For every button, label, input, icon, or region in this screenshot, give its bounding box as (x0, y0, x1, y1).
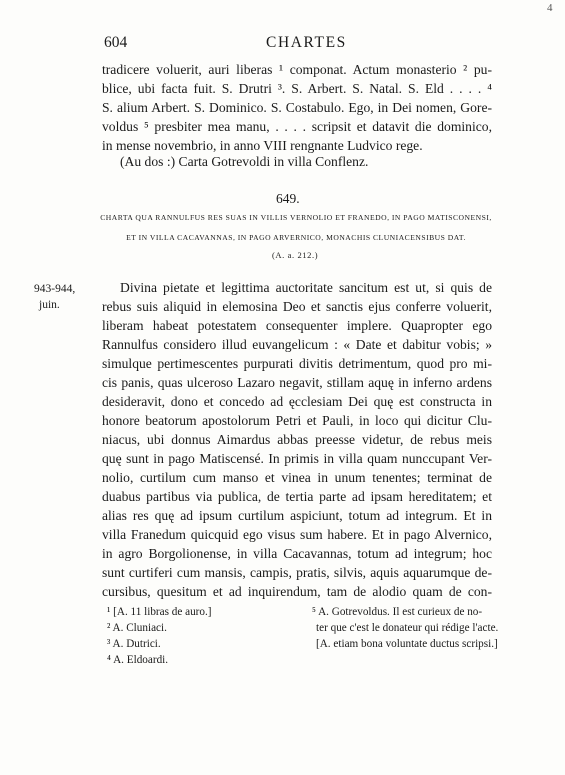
body-line: rebus suis aliquid in elemosina Deo et sanctis ejus conferre voluerit, (102, 299, 492, 314)
body-line: Divina pietate et legittima auctoritate sancitum est ut, si quis de (120, 280, 492, 295)
body-line: honore beatorum apostolorum Petri et Pauli, in loco qui dicitur Clu- (102, 413, 492, 428)
body-line: desideravit, dono et concedo ad ęcclesiam Dei quę est constructa in (102, 394, 492, 409)
body-line: Rannulfus considero illud euvangelicum : « Date et dabitur vobis; » (102, 337, 492, 352)
margin-month: juin. (39, 299, 60, 311)
body-line: in agro Borgolionense, in villa Cacavannas, totum ad integrum; hoc (102, 546, 492, 561)
footnote: ³ A. Dutrici. (107, 638, 161, 650)
body-line: cursibus, quesitum et ad inquirendum, tam de alodio quam de con- (102, 584, 492, 599)
text-line: blice, ubi facta fuit. S. Drutri ³. S. Arbert. S. Natal. S. Eld . . . . ⁴ (102, 81, 492, 96)
footnote: ⁵ A. Gotrevoldus. Il est curieux de no- (312, 606, 483, 618)
footnote: ¹ [A. 11 libras de auro.] (107, 606, 212, 618)
body-line: duabus partibus via publica, de tertia parte ad ipsam hereditatem; et (102, 489, 492, 504)
body-line: liberam habeat potestatem consequenter implere. Quapropter ego (102, 318, 492, 333)
body-line: alias res quę ad ipsum curtilum aspiciunt, totum ad integrum. Et in (102, 508, 492, 523)
text-line: in mense novembrio, in anno VIII rengnante Ludvico rege. (102, 138, 423, 153)
text-line: tradicere voluerit, auri liberas ¹ componat. Actum monasterio ² pu- (102, 62, 492, 77)
dorse-note: (Au dos :) Carta Gotrevoldi in villa Conflenz. (120, 154, 369, 169)
text-line: voldus ⁵ presbiter mea manu, . . . . scripsit et datavit die dominico, (102, 119, 492, 134)
body-line: sunt curtiferi cum mansis, campis, pratis, silvis, aquis aquarumque de- (102, 565, 492, 580)
corner-mark: 4 (547, 2, 553, 14)
body-line: nolio, curtilum cum manso et vinea in unum tenentes; terminat de (102, 470, 492, 485)
text-line: S. alium Arbert. S. Dominico. S. Costabulo. Ego, in Dei nomen, Gore- (102, 100, 492, 115)
body-line: villa Franedum quicquid ego visus sum habere. Et in pago Alvernico, (102, 527, 492, 542)
footnote: ² A. Cluniaci. (107, 622, 167, 634)
charter-caption-line: ET IN VILLA CACAVANNAS, IN PAGO ARVERNICO, MONACHIS CLUNIACENSIBUS DAT. (126, 233, 466, 242)
body-line: cis panis, quas ulceroso Lazaro negavit, stillam aquę in inferno ardens (102, 375, 492, 390)
page-number: 604 (104, 34, 128, 51)
charter-caption-line: CHARTA QUA RANNULFUS RES SUAS IN VILLIS VERNOLIO ET FRANEDO, IN PAGO MATISCONENSI, (100, 213, 492, 222)
margin-date: 943-944, (34, 283, 76, 295)
body-line: simulque pertimescentes purpurati divitis detrimentum, quod pro mi- (102, 356, 492, 371)
charter-number: 649. (276, 191, 300, 206)
footnote: ⁴ A. Eldoardi. (107, 654, 169, 666)
body-line: niacus, ubi donnus Aimardus abbas preesse videtur, de rebus meis (102, 432, 492, 447)
body-line: quę sunt in pago Matiscensé. In primis in villa quam nunccupant Ver- (102, 451, 492, 466)
footnote: ter que c'est le donateur qui rédige l'acte. (316, 622, 499, 634)
footnote: [A. etiam bona voluntate ductus scripsi.] (316, 638, 498, 650)
running-title: CHARTES (266, 34, 347, 51)
charter-date-ref: (A. a. 212.) (272, 250, 319, 260)
